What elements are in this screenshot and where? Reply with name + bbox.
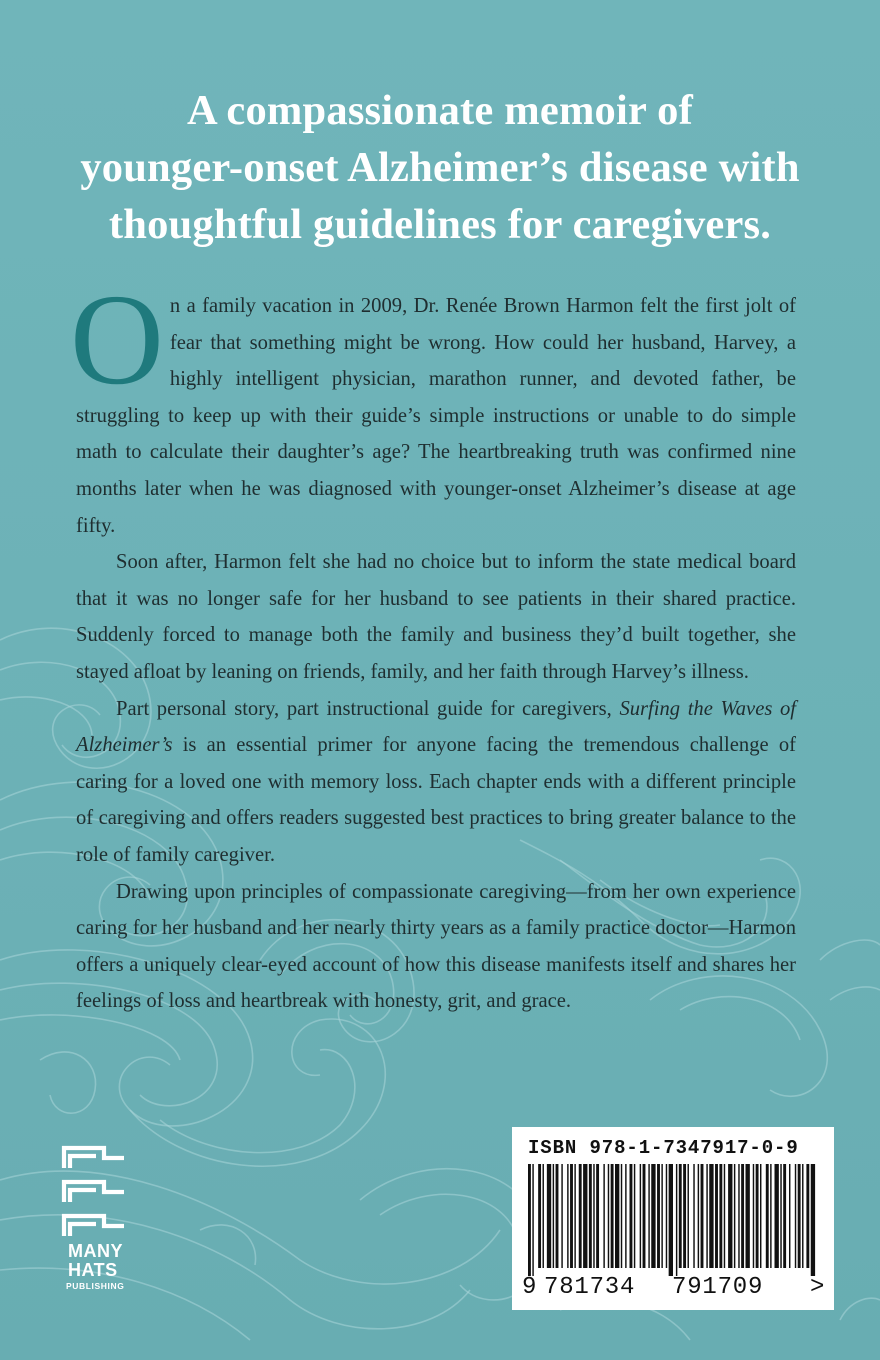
barcode-bar — [567, 1164, 568, 1268]
barcode-bar — [621, 1164, 622, 1268]
barcode-bar — [806, 1164, 809, 1268]
barcode-bar — [543, 1164, 544, 1268]
paragraph-3-rest: is an essential primer for anyone facing the tremendous challenge of caring for a loved one with memory loss. Each chapter ends with a different principle of caregiving and offers readers suggested best practices to bring greater balance to the role of family caregiver. — [76, 734, 796, 866]
barcode-bar — [661, 1164, 662, 1268]
barcode-bar — [528, 1164, 531, 1276]
barcode-bar — [538, 1164, 541, 1268]
barcode-bar — [574, 1164, 575, 1268]
description-paragraph-4: Drawing upon principles of compassionate caregiving—from her own experience caring for her husband and her nearly thirty years as a family practice doctor—Harmon offers a uniquely clear-eyed account of how this disease manifests itself and shares her feelings of loss and heartbreak with honesty, grit, and grace. — [76, 880, 796, 1013]
barcode-bar — [676, 1164, 677, 1276]
barcode-bar — [630, 1164, 633, 1268]
barcode-bar — [728, 1164, 732, 1268]
barcode-bar — [603, 1164, 604, 1268]
paragraph-3-intro: Part personal story, part instructional guide for caregivers, — [116, 697, 620, 720]
barcode-bar — [734, 1164, 735, 1268]
book-title-italic: Surfing the Waves of Alzheimer’s — [76, 697, 796, 757]
barcode-bar — [795, 1164, 796, 1268]
barcode-bar — [715, 1164, 718, 1268]
barcode-digit-group-1: 781734 — [544, 1274, 636, 1301]
barcode-bar — [648, 1164, 649, 1268]
barcode-bar — [741, 1164, 744, 1268]
barcode-bar — [746, 1164, 750, 1268]
barcode-bar — [811, 1164, 815, 1276]
barcode-bar — [756, 1164, 759, 1268]
barcode-bar — [760, 1164, 761, 1268]
barcode-bar — [688, 1164, 689, 1268]
barcode-bar — [701, 1164, 704, 1268]
barcode-bar — [625, 1164, 626, 1268]
publisher-name-line-2: HATS — [68, 1260, 118, 1280]
barcode-bar — [532, 1164, 533, 1276]
stacked-hats-icon — [60, 1138, 130, 1242]
tagline-line-2: younger-onset Alzheimer’s disease with — [80, 144, 800, 191]
barcode-bar — [724, 1164, 725, 1268]
barcode-bar — [683, 1164, 686, 1268]
barcode-bar — [738, 1164, 739, 1268]
description-paragraph-1 — [70, 268, 796, 544]
barcode-bar — [706, 1164, 707, 1268]
barcode-bar — [719, 1164, 722, 1268]
barcode-lead-digit: 9 — [522, 1274, 538, 1301]
barcode-bar — [698, 1164, 699, 1268]
barcode-bar — [611, 1164, 614, 1268]
barcode-bar — [579, 1164, 582, 1268]
book-description — [70, 268, 796, 1020]
barcode-bar — [547, 1164, 551, 1268]
barcode-bar — [593, 1164, 594, 1268]
tagline — [40, 82, 840, 253]
tagline-line-1: A compassionate memoir of — [187, 87, 693, 134]
barcode-bar — [783, 1164, 786, 1268]
isbn-barcode — [512, 1127, 834, 1310]
barcode-digit-group-2: 791709 — [672, 1274, 764, 1301]
paragraph-1-text: n a family vacation in 2009, Dr. Renée Brown Harmon felt the first jolt of fear that something might be wrong. How could her husband, Harvey, a highly intelligent physician, marathon runner, and devoted father, be struggling to keep up with their guide’s simple instructions or unable to do simple math to calculate their daughter’s age? The heartbreaking truth was confirmed nine months later when he was diagnosed with younger-onset Alzheimer’s disease at age fifty. — [76, 295, 796, 537]
barcode-bar — [775, 1164, 779, 1268]
publisher-subtitle: PUBLISHING — [66, 1281, 125, 1291]
barcode-bar — [753, 1164, 754, 1268]
barcode-bar — [643, 1164, 646, 1268]
barcode-bar — [669, 1164, 673, 1276]
barcode-bar — [583, 1164, 587, 1268]
barcode-bar — [556, 1164, 559, 1268]
barcode-bar — [615, 1164, 619, 1268]
barcode-bar — [651, 1164, 655, 1268]
publisher-name-line-1: MANY — [68, 1241, 123, 1261]
barcode-bar — [802, 1164, 803, 1268]
barcode-bar — [596, 1164, 599, 1268]
drop-cap: O — [70, 268, 164, 412]
description-paragraph-3 — [76, 691, 796, 874]
isbn-label: ISBN 978-1-7347917-0-9 — [528, 1137, 799, 1159]
barcode-bar — [589, 1164, 592, 1268]
barcode-bar — [679, 1164, 682, 1268]
publisher-logo — [60, 1138, 148, 1291]
tagline-line-3: thoughtful guidelines for caregivers. — [108, 201, 772, 248]
barcode-bar — [709, 1164, 713, 1268]
barcode-bar — [798, 1164, 801, 1268]
barcode-bar — [766, 1164, 769, 1268]
barcode-bar — [789, 1164, 790, 1268]
description-paragraph-2: Soon after, Harmon felt she had no choice but to inform the state medical board that it was no longer safe for her husband to see patients in their shared practice. Suddenly forced to manage both the family and business they’d built together, she stayed afloat by leaning on friends, family, and her faith through Harvey’s illness. — [76, 551, 796, 683]
barcode-bar — [770, 1164, 771, 1268]
publisher-name — [68, 1242, 148, 1280]
barcode-bar — [608, 1164, 609, 1268]
barcode-bar — [666, 1164, 667, 1268]
barcode-bar — [570, 1164, 573, 1268]
barcode-bars — [528, 1164, 818, 1276]
barcode-bar — [553, 1164, 554, 1268]
barcode-bar — [657, 1164, 660, 1268]
barcode-bar — [640, 1164, 641, 1268]
barcode-arrow: > — [810, 1274, 826, 1301]
barcode-bar — [693, 1164, 694, 1268]
barcode-bar — [780, 1164, 781, 1268]
barcode-bar — [634, 1164, 635, 1268]
barcode-bar — [561, 1164, 562, 1268]
